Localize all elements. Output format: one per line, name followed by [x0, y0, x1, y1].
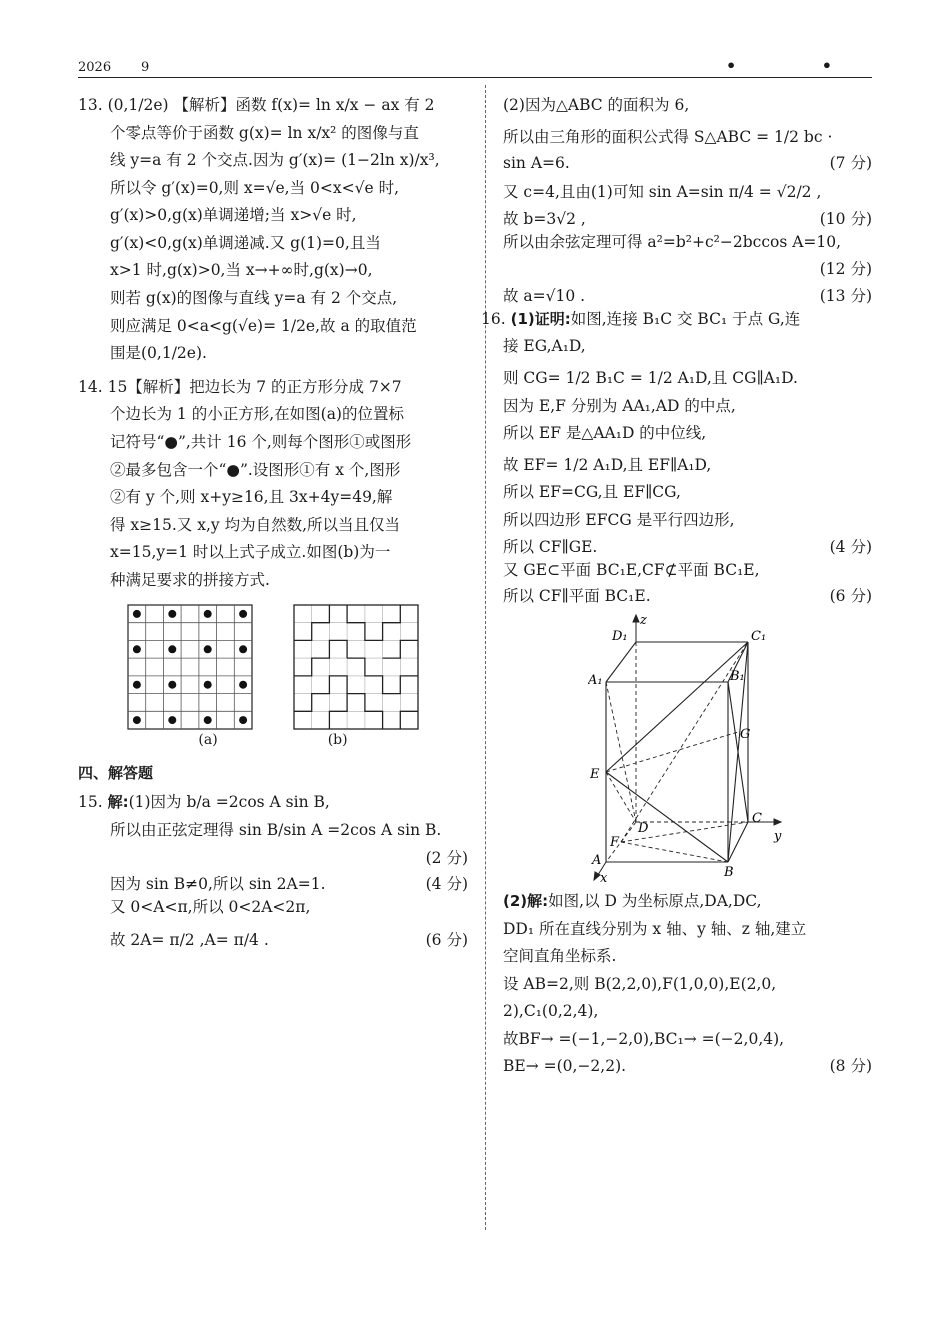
q15-number: 15. [78, 793, 103, 812]
header-dots: • • [725, 56, 872, 75]
q16-number: 16. [481, 309, 506, 328]
right-column [481, 92, 872, 1076]
score-7: (7 分) [829, 154, 872, 173]
q15-row [78, 872, 468, 894]
grid-figure-a [127, 604, 253, 730]
q15-part2-line: 故 b=3√2 , [503, 209, 586, 228]
label-A: A [591, 853, 601, 869]
score-10: (10 分) [819, 209, 872, 228]
q15-part2-row [503, 284, 872, 306]
q15-line: 又 0<A<π,所以 0<2A<2π, [110, 898, 311, 917]
label-A1: A₁ [587, 673, 603, 689]
q16-part2-line: 故BF→ =(−1,−2,0),BC₁→ =(−2,0,4), [503, 1029, 785, 1048]
score-12: (12 分) [819, 260, 872, 279]
section-title: 四、解答题 [78, 764, 154, 783]
grid-figure-b [293, 604, 419, 730]
label-F: F [609, 835, 619, 851]
question-16 [481, 306, 872, 334]
q14-line: 记符号“●”,共计 16 个,则每个图形①或图形 [110, 432, 412, 451]
q14-line: ②有 y 个,则 x+y≥16,且 3x+4y=49,解 [110, 488, 393, 507]
q15-part2-row [503, 151, 872, 173]
q13-line: 个零点等价于函数 g(x)= ln x/x² 的图像与直 [110, 123, 419, 142]
q15-score-6: (6 分) [425, 930, 468, 949]
q15-solve-label: 解: [107, 793, 129, 812]
q13-line: 则若 g(x)的图像与直线 y=a 有 2 个交点, [110, 289, 398, 308]
q16-line: 则 CG= 1/2 B₁C = 1/2 A₁D,且 CG∥A₁D. [503, 369, 798, 388]
score-13: (13 分) [819, 286, 872, 305]
q15-part2-line: 所以由余弦定理可得 a²=b²+c²−2bccos A=10, [503, 232, 842, 251]
prism-figure [588, 612, 788, 882]
q16-line: 所以 EF 是△AA₁D 的中位线, [503, 424, 707, 443]
q16-part2-line: 设 AB=2,则 B(2,2,0),F(1,0,0),E(2,0, [503, 974, 777, 993]
q15-part2-line: 所以由三角形的面积公式得 S△ABC = 1/2 bc · [503, 127, 833, 146]
q15-part2-line: (2)因为△ABC 的面积为 6, [503, 96, 690, 114]
q14-line: 得 x≥15.又 x,y 均为自然数,所以当且仅当 [110, 515, 401, 534]
q16-line: 所以 CF∥GE. [503, 537, 598, 556]
score-6: (6 分) [829, 587, 872, 606]
q15-part2-line: 又 c=4,且由(1)可知 sin A=sin π/4 = √2/2 , [503, 183, 822, 202]
left-column [78, 92, 468, 950]
q15-line: 所以由正弦定理得 sin B/sin A =2cos A sin B. [110, 820, 442, 839]
caption-a: (a) [198, 732, 218, 749]
caption-b: (b) [327, 732, 348, 749]
q15-row [78, 928, 468, 950]
header-rule [78, 77, 872, 78]
header-year: 2026 [78, 60, 112, 75]
q13-line: 则应满足 0<a<g(√e)= 1/2e,故 a 的取值范 [110, 316, 417, 335]
q14-line: x=15,y=1 时以上式子成立.如图(b)为一 [110, 543, 391, 562]
q15-part2-line: 故 a=√10 . [503, 286, 586, 305]
label-x: x [599, 871, 607, 883]
header-page-number: 9 [141, 60, 150, 75]
q15-line: 因为 sin B≠0,所以 sin 2A=1. [110, 875, 326, 894]
label-E: E [589, 767, 599, 783]
grid-captions [78, 732, 468, 748]
label-D: D [637, 821, 648, 837]
score-4: (4 分) [829, 537, 872, 556]
q13-line: x>1 时,g(x)>0,当 x→+∞时,g(x)→0, [110, 261, 373, 280]
q13-line: g′(x)>0,g(x)单调递增;当 x>√e 时, [110, 206, 357, 225]
label-C1: C₁ [750, 629, 766, 645]
q13-line: 所以令 g′(x)=0,则 x=√e,当 0<x<√e 时, [110, 178, 400, 197]
q15-first-line [78, 789, 468, 817]
q16-part2-first-line [503, 888, 872, 916]
q16-line: 接 EG,A₁D, [503, 337, 586, 356]
q16-part2-row [503, 1054, 872, 1076]
q16-line: 所以四边形 EFCG 是平行四边形, [503, 510, 735, 529]
q15-part2-row [503, 207, 872, 229]
q16-prove-label: (1)证明: [510, 309, 571, 328]
q16-part2-line: DD₁ 所在直线分别为 x 轴、y 轴、z 轴,建立 [503, 919, 807, 938]
q13-line: 13. (0,1/2e) 【解析】函数 f(x)= ln x/x − ax 有 2 [78, 96, 435, 114]
q14-line: 种满足要求的拼接方式. [110, 570, 270, 589]
label-B1: B₁ [729, 669, 745, 685]
q15-line: (1)因为 b/a =2cos A sin B, [128, 793, 330, 812]
q15-score-4: (4 分) [425, 875, 468, 894]
q14-line: 个边长为 1 的小正方形,在如图(a)的位置标 [110, 405, 404, 424]
q16-line: 所以 EF=CG,且 EF∥CG, [503, 483, 681, 502]
q16-part2-line: 2),C₁(0,2,4), [503, 1002, 599, 1021]
q16-line: 所以 CF∥平面 BC₁E. [503, 587, 651, 606]
q13-line: g′(x)<0,g(x)单调递减.又 g(1)=0,且当 [110, 233, 381, 252]
q15-part2-line: sin A=6. [503, 154, 570, 173]
prism-figure-wrap [503, 612, 872, 882]
question-15 [78, 789, 468, 949]
column-divider [485, 85, 486, 1230]
q15-score-2: (2 分) [425, 848, 468, 867]
q16-first-line [481, 306, 872, 334]
question-13 [78, 92, 468, 368]
q16-row [503, 584, 872, 606]
score-8: (8 分) [829, 1056, 872, 1075]
label-G: G [739, 727, 750, 743]
label-z: z [639, 613, 647, 629]
q16-line: 故 EF= 1/2 A₁D,且 EF∥A₁D, [503, 455, 712, 474]
q13-line: 围是(0,1/2e). [110, 344, 207, 363]
q16-row [503, 535, 872, 557]
q16-line: 又 GE⊂平面 BC₁E,CF⊄平面 BC₁E, [503, 560, 760, 579]
q16-part2-solve-label: (2)解: [503, 892, 549, 911]
q16-part2-line: BE→ =(0,−2,2). [503, 1056, 627, 1075]
q15-line: 故 2A= π/2 ,A= π/4 . [110, 930, 269, 949]
q16-line: 如图,连接 B₁C 交 BC₁ 于点 G,连 [570, 309, 801, 328]
label-B: B [723, 865, 734, 881]
label-C: C [751, 811, 762, 827]
q13-line: 线 y=a 有 2 个交点.因为 g′(x)= (1−2ln x)/x³, [110, 151, 440, 170]
page-header [78, 56, 872, 78]
q16-part2-line: 如图,以 D 为坐标原点,DA,DC, [548, 892, 762, 911]
q14-line: ②最多包含一个“●”.设图形①有 x 个,图形 [110, 460, 401, 479]
question-14 [78, 374, 468, 749]
label-D1: D₁ [611, 629, 628, 645]
q14-line: 14. 15【解析】把边长为 7 的正方形分成 7×7 [78, 377, 402, 396]
q16-line: 因为 E,F 分别为 AA₁,AD 的中点, [503, 396, 736, 415]
grid-figures [78, 604, 468, 730]
label-y: y [773, 829, 781, 845]
q16-part2-line: 空间直角坐标系. [503, 947, 617, 966]
